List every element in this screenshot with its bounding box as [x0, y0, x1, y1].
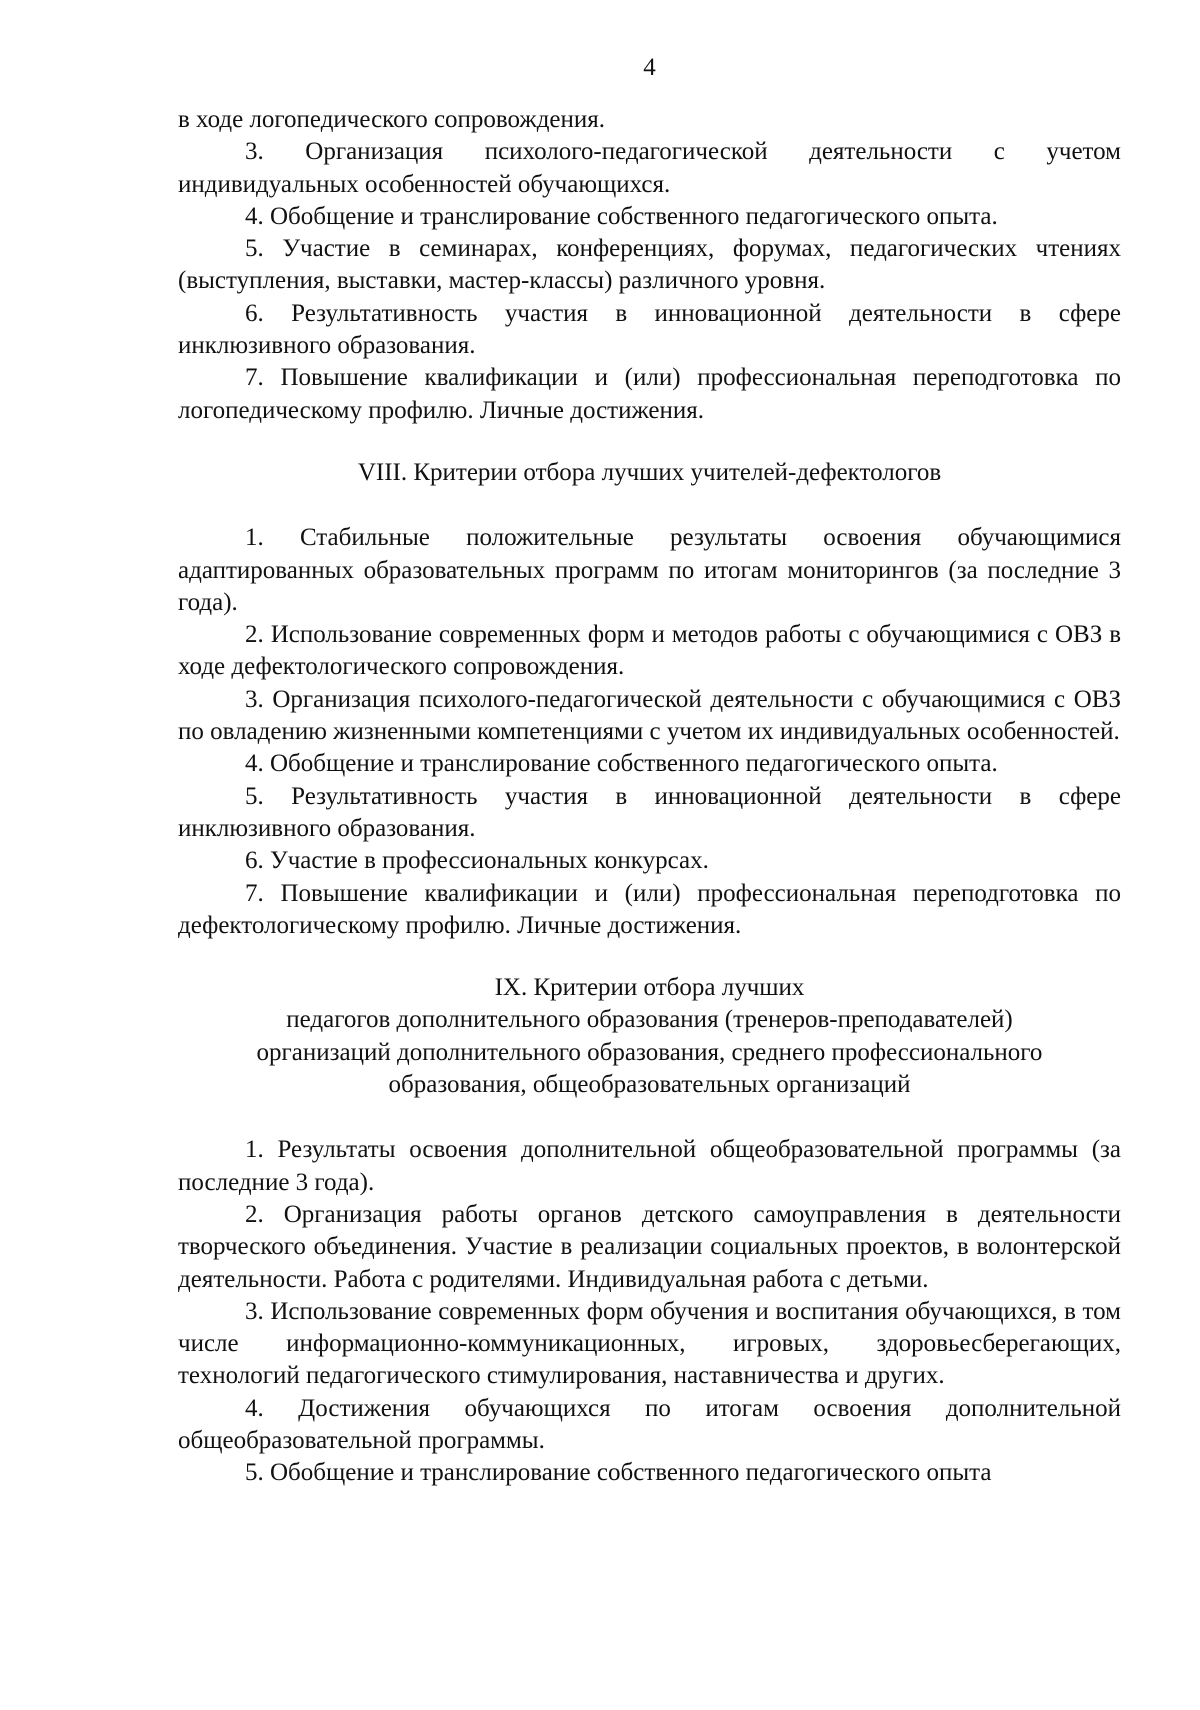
document-page: [178, 52, 1121, 1490]
section-heading-line: образования, общеобразовательных организаций: [388, 1071, 911, 1099]
paragraph: 4. Достижения обучающихся по итогам освоения дополнительной общеобразовательной программы.: [178, 1394, 1121, 1454]
paragraph: 4. Обобщение и транслирование собственного педагогического опыта.: [245, 202, 998, 230]
section-8: [178, 457, 1121, 942]
paragraph: 3. Использование современных форм обучения и воспитания обучающихся, в том числе информационно-коммуникационных, игровых, здоровьесберегающих, технологий педагогического стимулирования, наставничества и других.: [178, 1297, 1121, 1390]
intro-section: [178, 104, 1121, 427]
paragraph: 7. Повышение квалификации и (или) профессиональная переподготовка по дефектологическому профилю. Личные достижения.: [178, 879, 1121, 939]
paragraph: 2. Организация работы органов детского самоуправления в деятельности творческого объединения. Участие в реализации социальных проектов, в волонтерской деятельности. Работа с родителями. Индивидуальная работа с детьми.: [178, 1200, 1121, 1293]
paragraph: 3. Организация психолого-педагогической деятельности с обучающимися с ОВЗ по овладению жизненными компетенциями с учетом их индивидуальных особенностей.: [178, 685, 1121, 746]
section-heading-line: организаций дополнительного образования, среднего профессионального: [256, 1038, 1043, 1066]
paragraph: 1. Стабильные положительные результаты освоения обучающимися адаптированных образовательных программ по итогам мониторингов (за последние 3 года).: [178, 524, 1121, 616]
paragraph: 7. Повышение квалификации и (или) профессиональная переподготовка по логопедическому профилю. Личные достижения.: [178, 364, 1121, 424]
section-9: [178, 972, 1121, 1489]
paragraph: 2. Использование современных форм и методов работы с обучающимися с ОВЗ в ходе дефектологического сопровождения.: [178, 621, 1121, 681]
paragraph: 3. Организация психолого-педагогической деятельности с учетом индивидуальных особенностей обучающихся.: [178, 138, 1121, 198]
paragraph: 5. Обобщение и транслирование собственного педагогического опыта: [245, 1459, 992, 1487]
paragraph: в ходе логопедического сопровождения.: [178, 106, 606, 133]
paragraph: 6. Результативность участия в инновационной деятельности в сфере инклюзивного образования.: [178, 299, 1121, 360]
paragraph: 4. Обобщение и транслирование собственного педагогического опыта.: [245, 750, 998, 778]
page-number: 4: [643, 54, 656, 81]
section-heading-line: IX. Критерии отбора лучших: [494, 974, 805, 1002]
paragraph: 1. Результаты освоения дополнительной общеобразовательной программы (за последние 3 года).: [178, 1136, 1121, 1196]
section-heading: [178, 972, 1121, 1101]
section-heading-line: педагогов дополнительного образования (тренеров-преподавателей): [286, 1006, 1013, 1034]
paragraph: 6. Участие в профессиональных конкурсах.: [245, 847, 709, 875]
paragraph: 5. Участие в семинарах, конференциях, форумах, педагогических чтениях (выступления, выставки, мастер-классы) различного уровня.: [178, 235, 1121, 295]
section-heading: VIII. Критерии отбора лучших учителей-дефектологов: [357, 458, 942, 486]
paragraph: 5. Результативность участия в инновационной деятельности в сфере инклюзивного образования.: [178, 782, 1121, 842]
